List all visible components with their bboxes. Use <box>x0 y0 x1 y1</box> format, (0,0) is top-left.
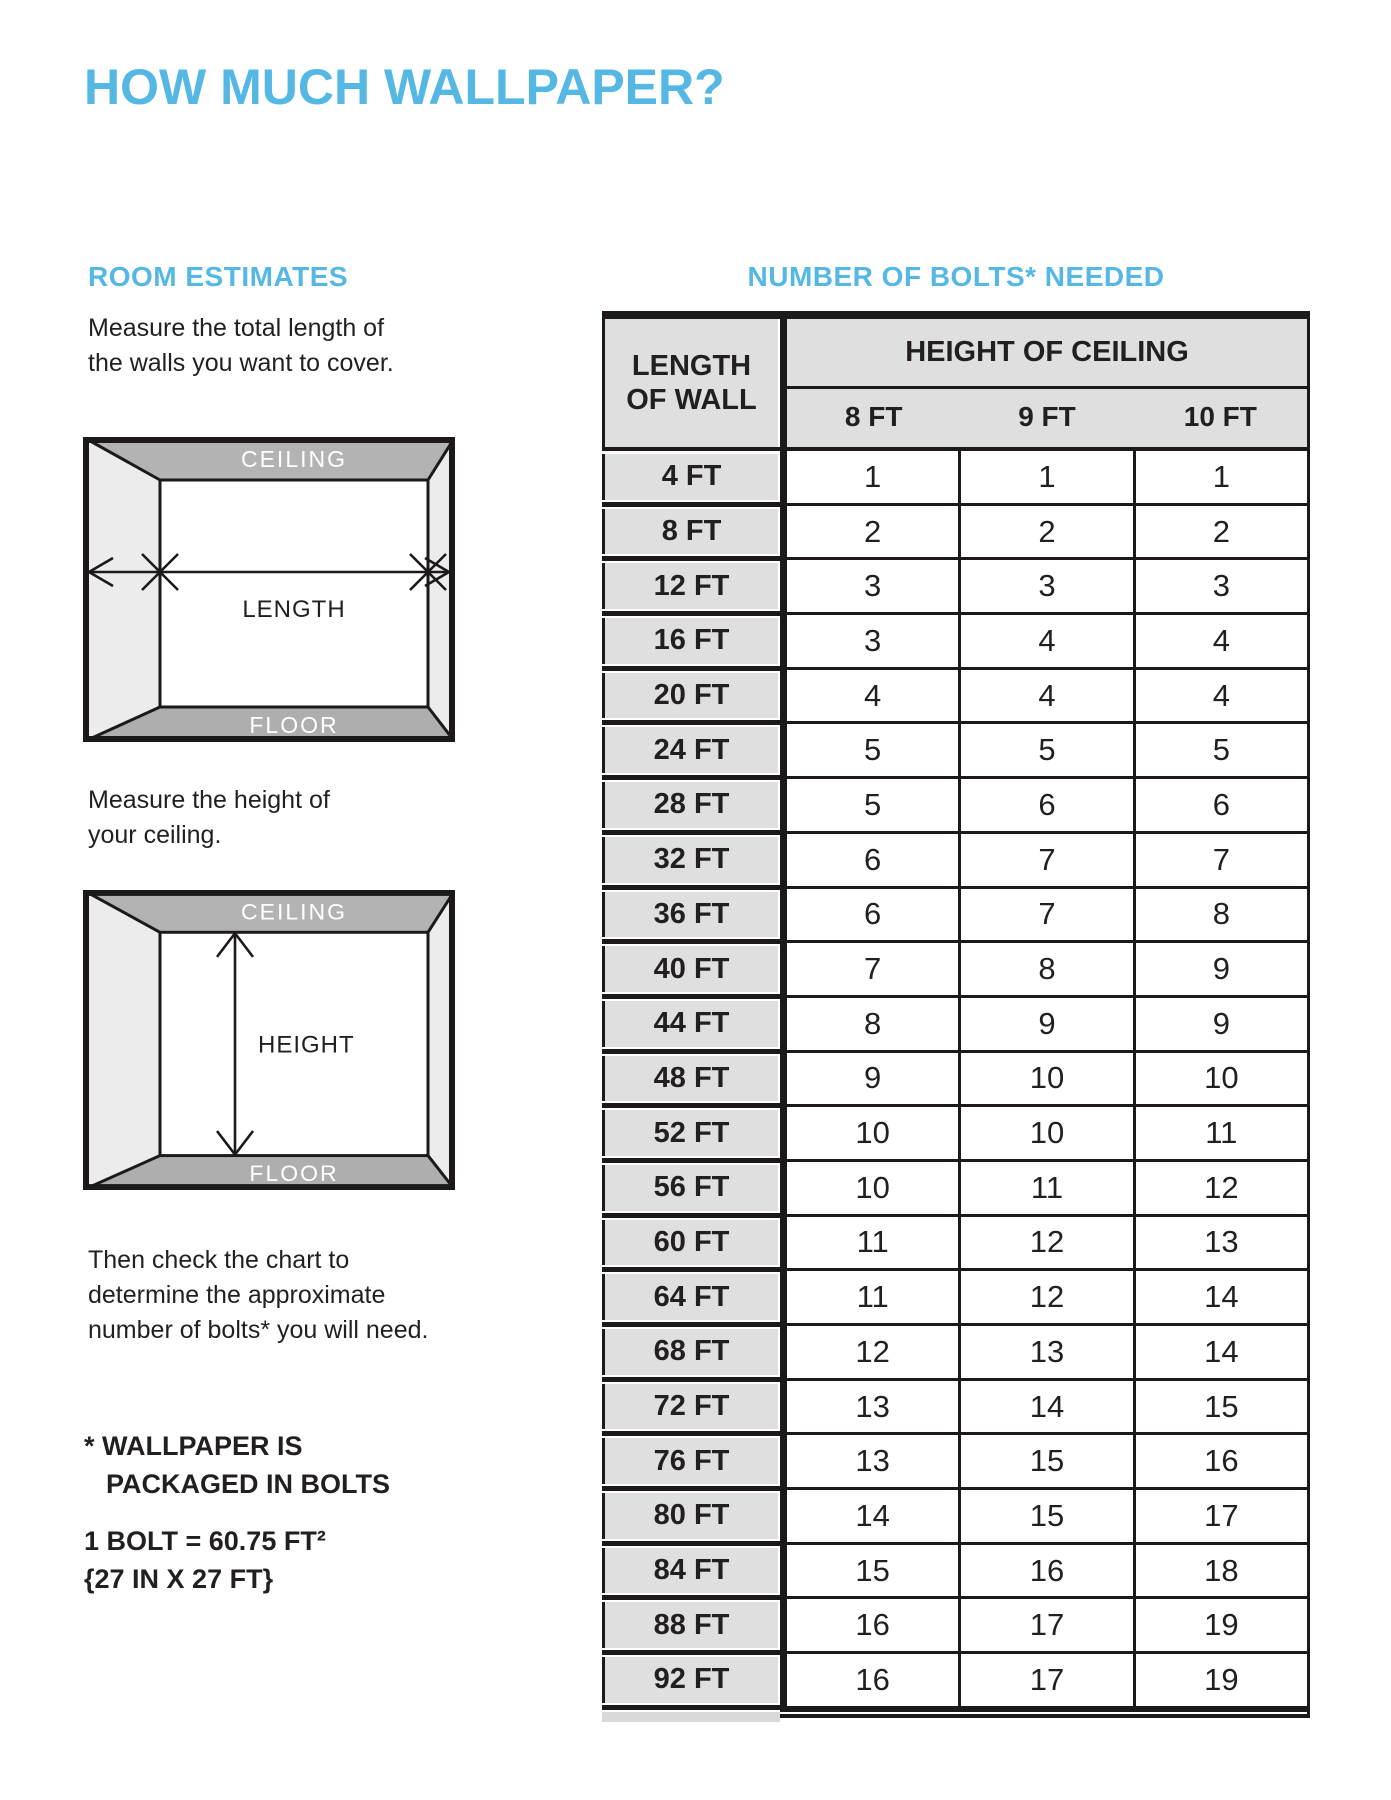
bolt-count-cell: 10 <box>961 1107 1132 1159</box>
bolt-count-cell: 15 <box>961 1435 1132 1487</box>
wall-length-cell: 60 FT <box>602 1220 778 1266</box>
bolt-count-cell: 2 <box>961 506 1132 558</box>
row-separator <box>602 1431 780 1436</box>
row-separator <box>602 611 780 616</box>
bolt-count-cell: 12 <box>1136 1162 1307 1214</box>
height-label: HEIGHT <box>258 1031 355 1059</box>
instruction-measure-length <box>88 311 394 381</box>
ceiling-height-diagram-svg <box>83 890 455 1190</box>
length-of-wall-header <box>602 319 778 447</box>
length-of-wall-column <box>602 451 780 1710</box>
instruction-measure-height <box>88 783 330 853</box>
row-separator <box>602 939 780 944</box>
length-label: LENGTH <box>242 596 346 623</box>
instruction-line: Measure the height of <box>88 786 330 814</box>
bolt-count-cell: 8 <box>1136 889 1307 941</box>
bolt-count-cell: 7 <box>961 834 1132 886</box>
bolt-count-cell: 9 <box>787 1053 958 1105</box>
wall-length-cell: 44 FT <box>602 1001 778 1047</box>
bolt-count-cell: 15 <box>961 1490 1132 1542</box>
wall-length-cell: 80 FT <box>602 1493 778 1539</box>
bolt-count-cell: 16 <box>961 1545 1132 1597</box>
wallpaper-bolts-footnote <box>84 1427 390 1503</box>
instruction-line: number of bolts* you will need. <box>88 1316 429 1344</box>
bolt-count-cell: 15 <box>1136 1381 1307 1433</box>
bolt-count-cell: 12 <box>961 1271 1132 1323</box>
row-separator <box>602 994 780 999</box>
wall-length-cell: 72 FT <box>602 1384 778 1430</box>
bolt-count-cell: 4 <box>787 670 958 722</box>
bolt-count-cell: 6 <box>1136 779 1307 831</box>
bolt-eq-line: {27 IN X 27 FT} <box>84 1564 274 1594</box>
instruction-line: determine the approximate <box>88 1281 386 1309</box>
row-separator <box>602 1486 780 1491</box>
column-divider-bar <box>780 451 787 1712</box>
instruction-line: the walls you want to cover. <box>88 349 394 377</box>
bolt-count-cell: 3 <box>961 560 1132 612</box>
bolt-count-cell: 12 <box>961 1217 1132 1269</box>
subheader-8ft: 8 FT <box>844 400 903 432</box>
bolt-count-cell: 5 <box>1136 724 1307 776</box>
bolt-count-cell: 4 <box>961 615 1132 667</box>
row-separator <box>602 1650 780 1655</box>
subheader-10ft: 10 FT <box>1183 400 1257 432</box>
bolt-count-cell: 1 <box>961 451 1132 503</box>
table-left-column-tail <box>602 1712 780 1722</box>
bolt-count-cell: 3 <box>1136 560 1307 612</box>
ceiling-label: CEILING <box>240 446 348 472</box>
instruction-line: Then check the chart to <box>88 1246 350 1274</box>
wall-length-cell: 64 FT <box>602 1274 778 1320</box>
wall-length-cell: 88 FT <box>602 1602 778 1648</box>
wall-length-cell: 8 FT <box>602 509 778 555</box>
wall-length-cell: 40 FT <box>602 946 778 992</box>
wall-length-cell: 28 FT <box>602 782 778 828</box>
row-separator <box>602 775 780 780</box>
bolt-count-cell: 1 <box>787 451 958 503</box>
bolt-equivalence <box>84 1522 326 1598</box>
bolt-count-cell: 1 <box>1136 451 1307 503</box>
bolt-count-cell: 12 <box>787 1326 958 1378</box>
ceiling-height-subheaders <box>787 389 1307 444</box>
bolt-count-cell: 14 <box>1136 1271 1307 1323</box>
wall-length-cell: 48 FT <box>602 1056 778 1102</box>
bolt-count-cell: 5 <box>787 724 958 776</box>
bolt-count-cell: 17 <box>1136 1490 1307 1542</box>
row-separator <box>602 556 780 561</box>
wall-length-cell: 92 FT <box>602 1657 778 1703</box>
wall-length-cell: 76 FT <box>602 1438 778 1484</box>
floor-label: FLOOR <box>249 1160 339 1187</box>
bolt-eq-line: 1 BOLT = 60.75 FT² <box>84 1526 326 1556</box>
bolt-count-cell: 10 <box>787 1107 958 1159</box>
instruction-check-chart <box>88 1243 428 1348</box>
bolt-count-cell: 16 <box>1136 1435 1307 1487</box>
bolt-count-cell: 19 <box>1136 1599 1307 1651</box>
page-title: HOW MUCH WALLPAPER? <box>84 59 725 115</box>
bolt-count-cell: 15 <box>787 1545 958 1597</box>
wall-length-cell: 68 FT <box>602 1329 778 1375</box>
bolt-count-cell: 9 <box>1136 998 1307 1050</box>
bolt-count-cell: 7 <box>1136 834 1307 886</box>
bolt-count-cell: 14 <box>961 1381 1132 1433</box>
wall-length-cell: 84 FT <box>602 1548 778 1594</box>
bolt-count-cell: 14 <box>787 1490 958 1542</box>
bolt-count-cell: 4 <box>1136 615 1307 667</box>
instruction-line: your ceiling. <box>88 821 222 849</box>
wall-length-cell: 56 FT <box>602 1165 778 1211</box>
instruction-line: Measure the total length of <box>88 314 385 342</box>
column-divider-bar <box>780 319 787 447</box>
bolts-table <box>602 311 1310 1718</box>
row-separator <box>602 1377 780 1382</box>
bolt-count-cell: 9 <box>1136 943 1307 995</box>
bolt-count-cell: 5 <box>961 724 1132 776</box>
row-separator <box>602 1103 780 1108</box>
row-separator <box>602 666 780 671</box>
bolt-count-cell: 9 <box>961 998 1132 1050</box>
bolt-count-cell: 13 <box>787 1435 958 1487</box>
wall-length-cell: 12 FT <box>602 563 778 609</box>
bolt-count-cell: 11 <box>787 1217 958 1269</box>
room-estimates-heading: ROOM ESTIMATES <box>88 261 349 292</box>
bolt-count-cell: 10 <box>787 1162 958 1214</box>
ceiling-label: CEILING <box>241 898 347 925</box>
bolt-count-cell: 11 <box>787 1271 958 1323</box>
bolt-count-cell: 6 <box>961 779 1132 831</box>
row-separator <box>602 1595 780 1600</box>
bolt-count-cell: 18 <box>1136 1545 1307 1597</box>
height-of-ceiling-header: HEIGHT OF CEILING <box>787 319 1307 389</box>
bolt-count-cell: 7 <box>961 889 1132 941</box>
wall-length-cell: 16 FT <box>602 618 778 664</box>
bolt-count-cell: 13 <box>961 1326 1132 1378</box>
table-header-row <box>602 319 1307 447</box>
row-separator <box>602 1705 780 1710</box>
ceiling-height-diagram <box>83 890 455 1190</box>
wall-length-cell: 36 FT <box>602 892 778 938</box>
room-length-diagram <box>83 437 455 742</box>
header-line: LENGTH <box>631 350 752 382</box>
wall-length-cell: 24 FT <box>602 727 778 773</box>
wall-length-cell: 20 FT <box>602 673 778 719</box>
bolt-count-cell: 4 <box>1136 670 1307 722</box>
bolt-count-cell: 10 <box>1136 1053 1307 1105</box>
bolt-count-cell: 2 <box>787 506 958 558</box>
wall-length-cell: 32 FT <box>602 837 778 883</box>
row-separator <box>602 720 780 725</box>
bolt-count-cell: 19 <box>1136 1654 1307 1706</box>
row-separator <box>602 1213 780 1218</box>
row-separator <box>602 1267 780 1272</box>
bolt-count-cell: 16 <box>787 1654 958 1706</box>
bolt-count-cell: 4 <box>961 670 1132 722</box>
room-length-diagram-svg <box>83 437 455 742</box>
bolt-count-cell: 11 <box>1136 1107 1307 1159</box>
bolt-count-cell: 2 <box>1136 506 1307 558</box>
bolt-count-cell: 17 <box>961 1654 1132 1706</box>
subheader-9ft: 9 FT <box>1018 400 1076 432</box>
row-separator <box>602 1158 780 1163</box>
bolt-count-cell: 3 <box>787 560 958 612</box>
wall-length-cell: 52 FT <box>602 1110 778 1156</box>
bolt-count-cell: 7 <box>787 943 958 995</box>
bolt-count-cell: 6 <box>787 834 958 886</box>
bolt-count-cell: 13 <box>1136 1217 1307 1269</box>
bolt-count-cell: 11 <box>961 1162 1132 1214</box>
row-separator <box>602 830 780 835</box>
wall-length-cell: 4 FT <box>602 454 778 500</box>
row-separator <box>602 1049 780 1054</box>
row-separator <box>602 1322 780 1327</box>
row-separator <box>602 885 780 890</box>
bolt-count-cell: 8 <box>961 943 1132 995</box>
bolt-count-cell: 17 <box>961 1599 1132 1651</box>
bolt-count-cell: 5 <box>787 779 958 831</box>
bolts-table-heading: NUMBER OF BOLTS* NEEDED <box>747 261 1165 292</box>
bolt-count-cell: 14 <box>1136 1326 1307 1378</box>
header-line: OF WALL <box>626 384 757 416</box>
bolt-count-cell: 16 <box>787 1599 958 1651</box>
bolt-count-cell: 8 <box>787 998 958 1050</box>
bolt-values-grid <box>787 451 1307 1712</box>
bolt-count-cell: 10 <box>961 1053 1132 1105</box>
table-body <box>602 451 1307 1712</box>
row-separator <box>602 502 780 507</box>
bolt-count-cell: 13 <box>787 1381 958 1433</box>
floor-label: FLOOR <box>249 712 339 738</box>
bolt-count-cell: 6 <box>787 889 958 941</box>
bolt-count-cell: 3 <box>787 615 958 667</box>
footnote-line: * WALLPAPER IS <box>84 1431 303 1461</box>
footnote-line: PACKAGED IN BOLTS <box>106 1469 391 1499</box>
row-separator <box>602 1541 780 1546</box>
